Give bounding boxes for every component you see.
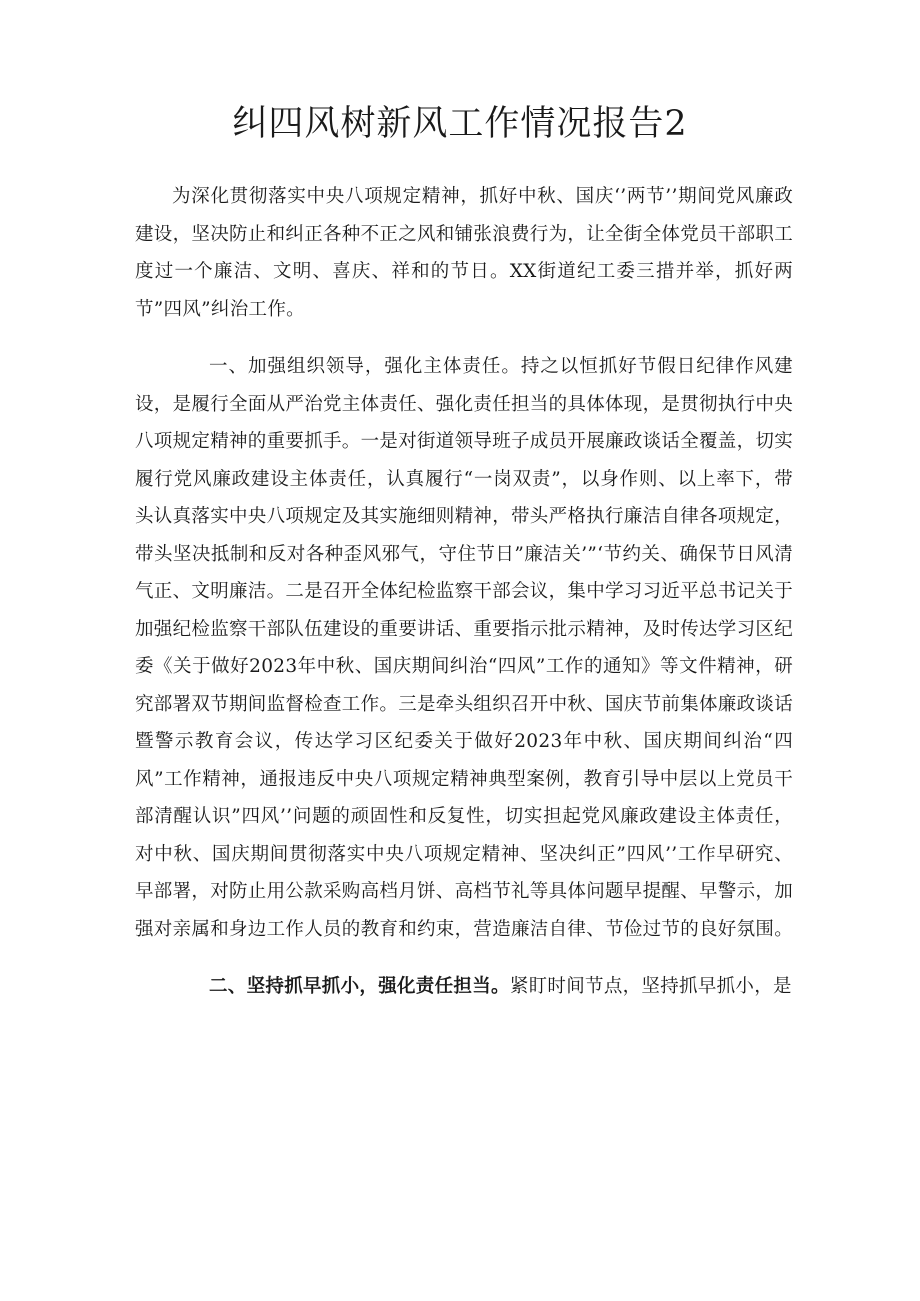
- document-title: 纠四风树新风工作情况报告2: [232, 104, 688, 144]
- section-two-heading: 二、坚持抓早抓小，强化责任担当。: [209, 976, 510, 997]
- paragraph-section-two: [135, 968, 793, 1006]
- section-two-text: 紧盯时间节点，坚持抓早抓小，是: [509, 976, 792, 997]
- document-body: [135, 178, 793, 1006]
- paragraph-intro: 为深化贯彻落实中央八项规定精神，抓好中秋、国庆‘’两节’’期间党风廉政建设，坚决防止和纠正各种不正之风和铺张浪费行为，让全街全体党员干部职工度过一个廉洁、文明、喜庆、祥和的节日。XX街道纪工委三措并举，抓好两节”四风”纠治工作。: [135, 186, 794, 320]
- paragraph-section-one: 一、加强组织领导，强化主体责任。持之以恒抓好节假日纪律作风建设，是履行全面从严治党主体责任、强化责任担当的具体体现，是贯彻执行中央八项规定精神的重要抓手。一是对街道领导班子成员开展廉政谈话全覆盖，切实履行党风廉政建设主体责任，认真履行“一岗双责”，以身作则、以上率下，带头认真落实中央八项规定及其实施细则精神，带头严格执行廉洁自律各项规定，带头坚决抵制和反对各种歪风邪气，守住节日”廉洁关’”‘节约关、确保节日风清气正、文明廉洁。二是召开全体纪检监察干部会议，集中学习习近平总书记关于加强纪检监察干部队伍建设的重要讲话、重要指示批示精神，及时传达学习区纪委《关于做好2023年中秋、国庆期间纠治“四风”工作的通知》等文件精神，研究部署双节期间监督检查工作。三是牵头组织召开中秋、国庆节前集体廉政谈话暨警示教育会议，传达学习区纪委关于做好2023年中秋、国庆期间纠治“四风”工作精神，通报违反中央八项规定精神典型案例，教育引导中层以上党员干部清醒认识”四风’’问题的顽固性和反复性，切实担起党风廉政建设主体责任，对中秋、国庆期间贯彻落实中央八项规定精神、坚决纠正”四风’’工作早研究、早部署，对防止用公款采购高档月饼、高档节礼等具体问题早提醒、早警示，加强对亲属和身边工作人员的教育和约束，营造廉洁自律、节俭过节的良好氛围。: [135, 356, 794, 940]
